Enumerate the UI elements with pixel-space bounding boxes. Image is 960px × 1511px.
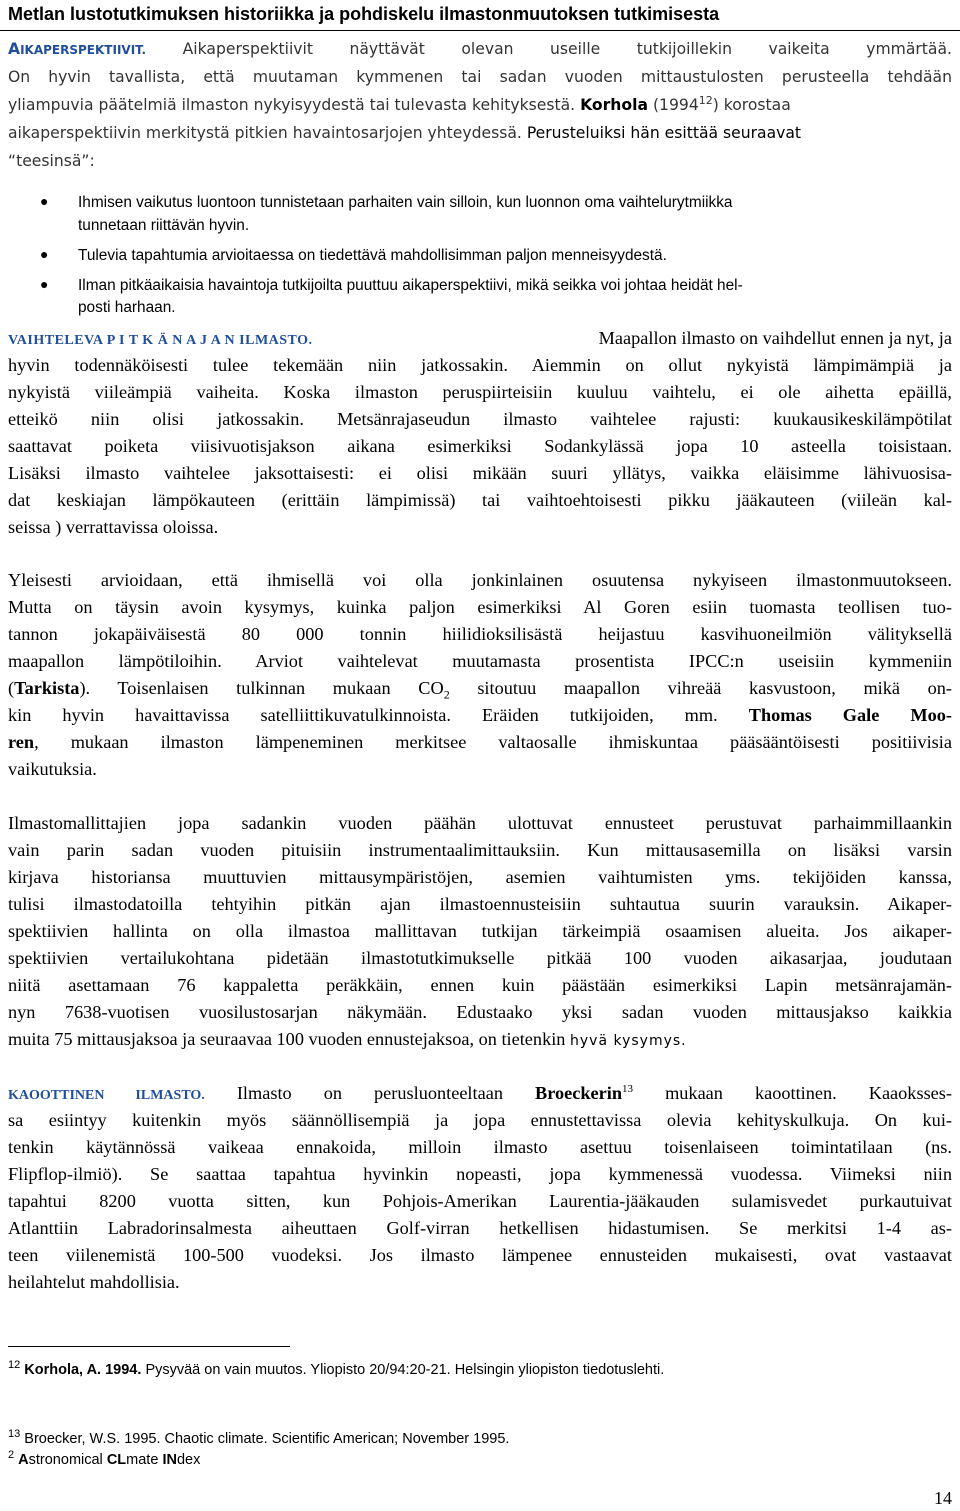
bullet-dot: ● (40, 246, 49, 262)
p2-line-6: Lisäksi ilmasto vaihtelee jaksottaisesti: ei olisi mikään suuri yllätys, vaikka eläisimme lähivuosisa- (8, 463, 952, 483)
p4-line-5: spektiivien hallinta on olla ilmastoa mallittavan tutkijan tärkeimpiä osaamisen alueita. Jos aikaper- (8, 921, 952, 941)
p3-line-6: kin hyvin havaittavissa satelliittikuvatulkinnoista. Eräiden tutkijoiden, mm. Thomas Gale Moo- (8, 705, 952, 725)
p2-line-5: saattavat poiketa viisivuotisjakson aikana esimerkiksi Sodankylässä jopa 10 asteella toisistaan. (8, 436, 952, 456)
korhola-ref: Korhola (580, 96, 648, 114)
p2-line-7: dat keskiajan lämpökauteen (erittäin lämpimissä) tai vaihtoehtoisesti pikku jääkauteen (viileän kal- (8, 490, 952, 510)
p1-line-1: AIKAPERSPEKTIIVIT. Aikaperspektiivit näyttävät olevan useille tutkijoillekin vaikeita ymmärtää. (8, 40, 952, 58)
footnote-ref-13: 13 (622, 1082, 634, 1095)
page-header (0, 0, 960, 31)
p3-line-3: tannon jokapäiväisestä 80 000 tonnin hiilidioksilisästä heijastuu kasvihuoneilmiön välityksellä (8, 624, 952, 644)
footnote-divider (8, 1346, 290, 1347)
p5-line-7: teen viilenemistä 100-500 vuodeksi. Jos ilmasto lämpenee ennusteiden mukaisesti, ovat vastaavat (8, 1245, 952, 1265)
p1-line-3: yliampuvia päätelmiä ilmaston nykyisyydestä tai tulevasta kehityksestä. Korhola (1994$^{12}$) korostaa (8, 93, 791, 114)
p3-line-1: Yleisesti arvioidaan, että ihmisellä voi olla jonkinlainen osuutensa nykyiseen ilmastonmuutokseen. (8, 570, 952, 590)
bullet-dot: ● (40, 193, 49, 209)
header-title: Metlan lustotutkimuksen historiikka ja pohdiskelu ilmastonmuutoksen tutkimisesta (8, 4, 720, 24)
bullet-2-line-1: Tulevia tapahtumia arvioitaessa on tiedettävä mahdollisimman paljon menneisyydestä. (78, 247, 667, 264)
page-number: 14 (934, 1488, 952, 1508)
p2-line-2: hyvin todennäköisesti tulee tekemään niin jatkossakin. Aiemmin on ollut nykyistä lämpimämpiä ja (8, 355, 952, 375)
p4-line-8: nyn 7638-vuotisen vuosilustosarjan näkymään. Edustaako yksi sadan vuoden mittausjakso kaikkia (8, 1002, 952, 1022)
footnote-2: $^2$ Astronomical CLmate INdex (8, 1449, 201, 1468)
p2-line-4: etteikö niin olisi jatkossakin. Metsänrajaseudun ilmasto vaihtelee rajusti: kuukausikeskilämpötilat (8, 409, 952, 429)
p3-line-2: Mutta on täysin avoin kysymys, kuinka paljon esimerkiksi Al Goren esiin tuomasta teollisen tuo- (8, 597, 952, 617)
p4-line-9: muita 75 mittausjaksoa ja seuraavaa 100 vuoden ennustejaksoa, on tietenkin hyvä kysymys. (8, 1029, 687, 1049)
p3-line-7: ren, mukaan ilmaston lämpeneminen merkitsee valtaosalle ihmiskuntaa pääsääntöisesti positiivisia (8, 732, 952, 752)
p4-line-3: kirjava historiansa muuttuvien mittausympäristöjen, asemien vaihtumisten yms. tekijöiden kanssa, (8, 867, 952, 887)
footnote-13: $^{13}$ Broecker, W.S. 1995. Chaotic climate. Scientific American; November 1995. (8, 1428, 510, 1447)
bullet-3-line-1: Ilman pitkäaikaisia havaintoja tutkijoilta puuttuu aikaperspektiivi, mikä seikka voi johtaa heidät hel- (78, 277, 743, 294)
p5-line-2: sa esiintyy kuitenkin myös säännöllisempiä ja jopa ennustettavissa olevia kehityskulkuja. On kui- (8, 1110, 952, 1130)
p4-line-7: niitä asettamaan 76 kappaletta peräkkäin, ennen kuin päästään esimerkiksi Lapin metsänrajamän- (8, 975, 952, 995)
p2-label: VAIHTELEVA P I T K Ä N A J A N ILMASTO. (8, 333, 313, 348)
p5-line-1: KAOOTTINEN ILMASTO. Ilmasto on perusluonteeltaan Broeckerin$^{13}$ mukaan kaoottinen. Kaaoksses- (8, 1082, 952, 1103)
p1-line-5: “teesinsä”: (8, 152, 95, 170)
p4-line-6: spektiivien vertailukohtana pidetään ilmastotutkimukselle pitkää 100 vuoden aikasarjaa, joudutaan (8, 948, 952, 968)
p4-line-2: vain parin sadan vuoden pituisiin instrumentaalimittauksiin. Kun mittausasemilla on lisäksi varsin (8, 840, 952, 860)
p2-line-3: nykyistä viileämpiä vaiheita. Koska ilmaston peruspiirteisiin kuuluu vaihtelu, ei ole aihetta epäillä, (8, 382, 952, 402)
p5-line-8: heilahtelut mahdollisia. (8, 1272, 180, 1292)
p2-line-8: seissa ) verrattavissa oloissa. (8, 517, 219, 537)
p5-line-5: tapahtui 8200 vuotta sitten, kun Pohjois-Amerikan Laurentia-jääkauden sulamisvedet purkautuivat (8, 1191, 952, 1211)
p5-label: KAOOTTINEN ILMASTO. (8, 1088, 205, 1103)
p1-label: AIKAPERSPEKTIIVIT. (8, 40, 147, 58)
footnote-12: $^{12}$ Korhola, A. 1994. Pysyvää on vain muutos. Yliopisto 20/94:20-21. Helsingin yliopiston tiedotuslehti. (8, 1359, 665, 1378)
p3-line-8: vaikutuksia. (8, 759, 97, 779)
p5-line-6: Atlanttiin Labradorinsalmesta aiheuttaen Golf-virran hetkellisen hidastumisen. Se merkitsi 1-4 as- (8, 1218, 952, 1238)
bullet-1-line-2: tunnetaan riittävän hyvin. (78, 217, 250, 234)
bullet-1-line-1: Ihmisen vaikutus luontoon tunnistetaan parhaiten vain silloin, kun luonnon oma vaihtelurytmiikka (78, 194, 733, 211)
p1-line-2: On hyvin tavallista, että muutaman kymmenen tai sadan vuoden mittaustulosten perusteella tehdään (8, 68, 952, 86)
bullet-3-line-2: posti harhaan. (78, 299, 176, 316)
bullet-dot: ● (40, 276, 49, 292)
p3-line-5: (Tarkista). Toisenlaisen tulkinnan mukaan $CO_2$ sitoutuu maapallon vihreää kasvustoon, mikä on- (8, 678, 952, 702)
footnote-ref-12: 12 (698, 93, 713, 107)
p5-line-3: tenkin käytännössä vaikeaa ennakoida, milloin ilmasto asettuu toisenlaiseen toimintatilaan (ns. (8, 1137, 952, 1157)
p3-line-4: maapallon lämpötiloihin. Arviot vaihtelevat muutamasta prosentista IPCC:n useisiin kymmeniin (8, 651, 952, 671)
p4-line-1: Ilmastomallittajien jopa sadankin vuoden päähän ulottuvat ennusteet perustuvat parhaimmillaankin (8, 813, 952, 833)
p2-line-1: VAIHTELEVA P I T K Ä N A J A N ILMASTO. Maapallon ilmasto on vaihdellut ennen ja nyt, ja (8, 328, 952, 348)
p5-line-4: Flipflop-ilmiö). Se saattaa tapahtua hyvinkin nopeasti, jopa kymmenessä vuodessa. Viimeksi niin (8, 1164, 952, 1184)
p1-line-4: aikaperspektiivin merkitystä pitkien havaintosarjojen yhteydessä. Perusteluiksi hän esittää seuraavat (8, 124, 802, 142)
p4-line-4: tulisi ilmastodatoilla tehtyihin pitkän ajan ilmastoennusteisiin suhtautua suurin varauksin. Aikaper- (8, 894, 952, 914)
